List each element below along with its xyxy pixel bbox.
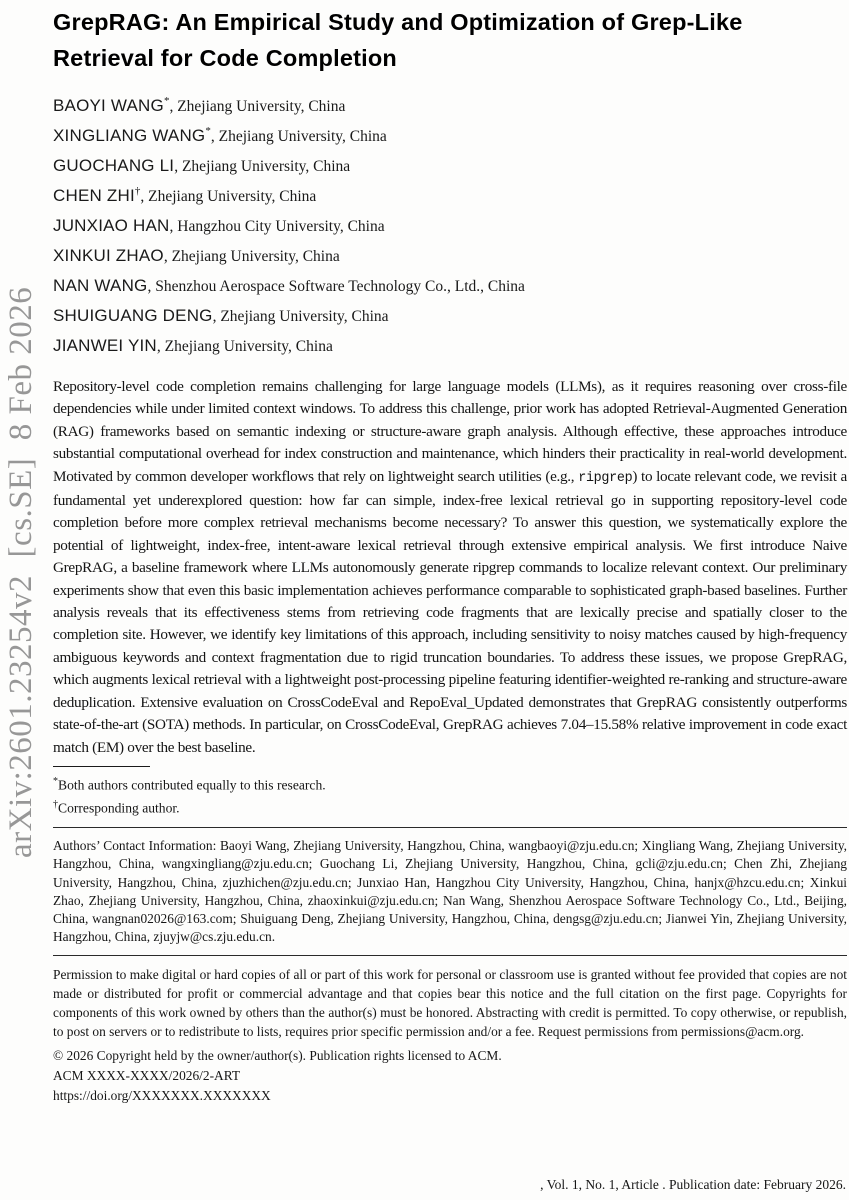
- author-affiliation: , Shenzhou Aerospace Software Technology Co., Ltd., China: [147, 278, 525, 295]
- abstract-text-1: Repository-level code completion remains challenging for large language models (LLMs), as it requires reasoning over cross-file dependencies while under limited context windows. To address this challenge, prior work has adopted Retrieval-Augmented Generation (RAG) frameworks based on semantic indexing or structure-aware graph analysis. Although effective, these approaches introduce substantial computational overhead for index construction and maintenance, which hinders their practicality in real-world development. Motivated by common developer workflows that rely on lightweight search utilities (e.g.,: [53, 378, 847, 485]
- author-name: SHUIGUANG DENG: [53, 306, 213, 325]
- author-name: JUNXIAO HAN: [53, 216, 170, 235]
- footnote-marker: *: [53, 775, 58, 787]
- journal-footer: , Vol. 1, No. 1, Article . Publication date: February 2026.: [540, 1177, 846, 1192]
- publication-block: [53, 1046, 847, 1106]
- copyright-line: © 2026 Copyright held by the owner/author(s). Publication rights licensed to ACM.: [53, 1047, 502, 1063]
- author-name: NAN WANG: [53, 276, 148, 295]
- author-list: [53, 89, 847, 359]
- abstract-text-2: ) to locate relevant code, we revisit a fundamental yet underexplored question: how far can simple, index-free lexical retrieval go in supporting repository-level code completion before more complex retrieval mechanisms become necessary? To answer this question, we systematically explore the potential of lightweight, index-free, intent-aware lexical retrieval through extensive empirical analysis. We first introduce Naive GrepRAG, a baseline framework where LLMs autonomously generate ripgrep commands to localize relevant context. Our preliminary experiments show that even this basic implementation achieves performance comparable to sophisticated graph-based baselines. Further analysis reveals that its effectiveness stems from retrieving code fragments that are lexically precise and spatially closer to the completion site. However, we identify key limitations of this approach, including sensitivity to noisy matches caused by high-frequency ambiguous keywords and context fragmentation due to rigid truncation boundaries. To address these issues, we propose GrepRAG, which augments lexical retrieval with a lightweight post-processing pipeline featuring identifier-weighted re-ranking and structure-aware deduplication. Extensive evaluation on CrossCodeEval and RepoEval_Updated demonstrates that GrepRAG consistently outperforms state-of-the-art (SOTA) methods. In particular, on CrossCodeEval, GrepRAG achieves 7.04–15.58% relative improvement in code exact match (EM) over the best baseline.: [53, 467, 847, 756]
- author-affiliation: , Zhejiang University, China: [156, 338, 333, 355]
- author-line: [53, 269, 847, 299]
- footnote-marker: †: [53, 799, 58, 811]
- author-marker: *: [163, 95, 170, 107]
- permission-notice: Permission to make digital or hard copies of all or part of this work for personal or classroom use is granted without fee provided that copies are not made or distributed for profit or commercial advantage and that copies bear this notice and the full citation on the first page. Copyrights for components of this work owned by others than the author(s) must be honored. Abstracting with credit is permitted. To copy otherwise, or republish, to post on servers or to redistribute to lists, requires prior specific permission and/or a fee. Request permissions from permissions@acm.org.: [53, 966, 847, 1039]
- author-name: XINGLIANG WANG: [53, 126, 206, 145]
- author-affiliation: , Hangzhou City University, China: [169, 218, 385, 235]
- author-name: GUOCHANG LI: [53, 156, 175, 175]
- author-line: [53, 89, 847, 119]
- author-affiliation: , Zhejiang University, China: [163, 248, 340, 265]
- author-name: XINKUI ZHAO: [53, 246, 164, 265]
- acm-issn-line: ACM XXXX-XXXX/2026/2-ART: [53, 1067, 241, 1083]
- author-line: [53, 239, 847, 269]
- author-name: BAOYI WANG: [53, 96, 164, 115]
- author-affiliation: , Zhejiang University, China: [174, 158, 351, 175]
- doi-link[interactable]: https://doi.org/XXXXXXX.XXXXXXX: [53, 1087, 271, 1103]
- paper-content: [53, 0, 847, 1106]
- author-line: [53, 179, 847, 209]
- author-affiliation: , Zhejiang University, China: [212, 308, 389, 325]
- section-divider: [53, 827, 847, 828]
- abstract-paragraph: [53, 376, 847, 759]
- section-divider: [53, 955, 847, 956]
- authors-contact-information: Authors’ Contact Information: Baoyi Wang, Zhejiang University, Hangzhou, China, wangbaoyi@zju.edu.cn; Xingliang Wang, Zhejiang University, Hangzhou, China, wangxingliang@zju.edu.cn; Guochang Li, Zhejiang University, Hangzhou, China, gcli@zju.edu.cn; Chen Zhi, Zhejiang University, Hangzhou, China, zjuzhichen@zju.edu.cn; Junxiao Han, Hangzhou City University, Hangzhou, China, hanjx@hzcu.edu.cn; Xinkui Zhao, Zhejiang University, Hangzhou, China, zhaoxinkui@zju.edu.cn; Nan Wang, Shenzhou Aerospace Software Technology Co., Ltd., Beijing, China, wangnan02026@163.com; Shuiguang Deng, Zhejiang University, Hangzhou, China, dengsg@zju.edu.cn; Jianwei Yin, Zhejiang University, Hangzhou, China, zjuyjw@cs.zju.edu.cn.: [53, 837, 847, 945]
- author-line: [53, 149, 847, 179]
- author-affiliation: , Zhejiang University, China: [140, 188, 317, 205]
- author-affiliation: , Zhejiang University, China: [210, 128, 387, 145]
- footnote-equal-contribution: [53, 772, 847, 796]
- footnotes: [53, 772, 847, 819]
- abstract-mono-ripgrep: ripgrep: [578, 470, 633, 486]
- arxiv-watermark: arXiv:2601.23254v2 [cs.SE] 8 Feb 2026: [3, 286, 39, 858]
- footnote-corresponding-author: [53, 795, 847, 819]
- author-affiliation: , Zhejiang University, China: [169, 98, 346, 115]
- author-name: JIANWEI YIN: [53, 336, 157, 355]
- author-marker: *: [205, 125, 211, 137]
- author-marker: †: [134, 185, 141, 197]
- author-line: [53, 329, 847, 359]
- author-line: [53, 299, 847, 329]
- author-line: [53, 209, 847, 239]
- author-line: [53, 119, 847, 149]
- footnote-text: Both authors contributed equally to this research.: [58, 777, 326, 793]
- paper-title: GrepRAG: An Empirical Study and Optimization of Grep-Like Retrieval for Code Completion: [53, 9, 743, 71]
- footnote-text: Corresponding author.: [58, 800, 180, 816]
- author-name: CHEN ZHI: [53, 186, 135, 205]
- footnote-separator-rule: [53, 766, 150, 767]
